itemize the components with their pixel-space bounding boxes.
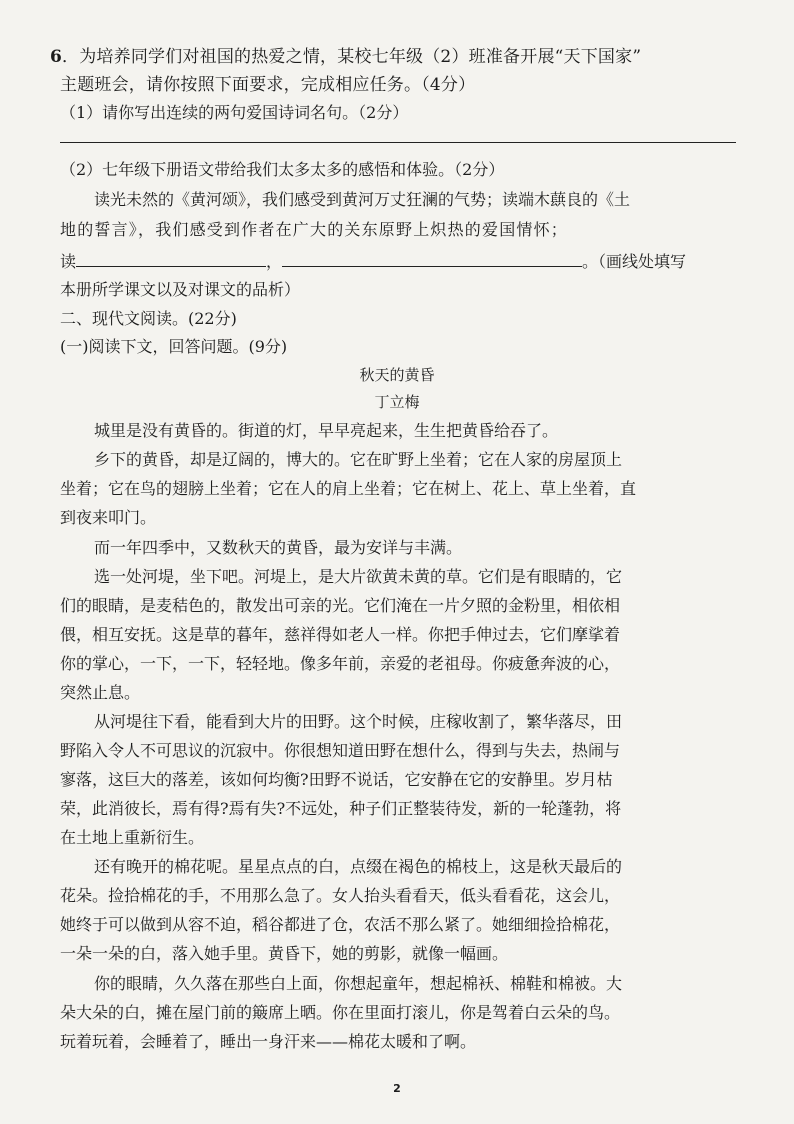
essay-p4-line-2: 们的眼睛，是麦秸色的，散发出可亲的光。它们淹在一片夕照的金粉里，相依相	[60, 596, 621, 615]
answer-line-1[interactable]	[60, 142, 736, 143]
question-6-line-1: 6．为培养同学们对祖国的热爱之情，某校七年级（2）班准备开展“天下国家”	[50, 47, 642, 67]
essay-p4-line-4: 你的掌心，一下，一下，轻轻地。像多年前，亲爱的老祖母。你疲惫奔波的心，	[60, 654, 621, 673]
essay-p6-line-3: 她终于可以做到从容不迫，稻谷都进了仓，农活不那么紧了。她细细捡拾棉花，	[60, 915, 621, 934]
essay-p5-line-3: 寥落，这巨大的落差，该如何均衡?田野不说话，它安静在它的安静里。岁月枯	[60, 770, 613, 789]
question-6-paragraph-line-4: 本册所学课文以及对课文的品析）	[60, 280, 301, 299]
question-6-number: 6	[50, 47, 63, 67]
essay-p7-line-3: 玩着玩着，会睡着了，睡出一身汗来——棉花太暖和了啊。	[60, 1032, 477, 1051]
essay-p4-line-1: 选一处河堤，坐下吧。河堤上，是大片欲黄未黄的草。它们是有眼睛的，它	[94, 567, 623, 586]
essay-p6-line-1: 还有晚开的棉花呢。星星点点的白，点缀在褐色的棉枝上，这是秋天最后的	[94, 857, 623, 876]
essay-p7-line-2: 朵大朵的白，摊在屋门前的簸席上晒。你在里面打滚儿，你是驾着白云朵的鸟。	[60, 1003, 621, 1022]
essay-p5-line-4: 荣，此消彼长，焉有得?焉有失?不远处，种子们正整装待发，新的一轮蓬勃，将	[60, 799, 622, 818]
essay-p5-line-5: 在土地上重新衍生。	[60, 828, 205, 847]
question-6-paragraph-line-2: 地的誓言》，我们感受到作者在广大的关东原野上炽热的爱国情怀；	[60, 220, 569, 239]
fill-blank-2[interactable]	[282, 250, 582, 267]
essay-p4-line-5: 突然止息。	[60, 683, 141, 702]
fill-blank-1[interactable]	[76, 250, 266, 267]
essay-p6-line-4: 一朵一朵的白，落入她手里。黄昏下，她的剪影，就像一幅画。	[60, 944, 509, 963]
essay-p7-line-1: 你的眼睛，久久落在那些白上面，你想起童年，想起棉袄、棉鞋和棉被。大	[94, 974, 623, 993]
section-2-part-1: (一)阅读下文，回答问题。(9分)	[60, 337, 288, 356]
essay-p2-line-1: 乡下的黄昏，却是辽阔的，博大的。它在旷野上坐着；它在人家的房屋顶上	[94, 450, 623, 469]
essay-p3: 而一年四季中，又数秋天的黄昏，最为安详与丰满。	[94, 538, 463, 557]
question-6-subquestion-2: （2）七年级下册语文带给我们太多太多的感悟和体验。（2分）	[60, 160, 505, 179]
essay-p2-line-2: 坐着；它在鸟的翅膀上坐着；它在人的肩上坐着；它在树上、花上、草上坐着，直	[60, 479, 637, 498]
question-6-line-2: 主题班会，请你按照下面要求，完成相应任务。（4分）	[60, 75, 476, 95]
essay-title: 秋天的黄昏	[359, 366, 435, 384]
question-6-paragraph-line-3: 读 ， 。（画线处填写	[60, 252, 687, 271]
section-2-heading: 二、现代文阅读。(22分)	[60, 309, 237, 328]
essay-p2-line-3: 到夜来叩门。	[60, 508, 157, 527]
essay-p6-line-2: 花朵。捡拾棉花的手，不用那么急了。女人抬头看看天，低头看看花，这会儿，	[60, 886, 621, 905]
question-6-subquestion-1: （1）请你写出连续的两句爱国诗词名句。（2分）	[60, 103, 409, 122]
essay-author: 丁立梅	[374, 393, 420, 411]
essay-p5-line-2: 野陷入令人不可思议的沉寂中。你很想知道田野在想什么，得到与失去，热闹与	[60, 741, 621, 760]
essay-p4-line-3: 偎，相互安抚。这是草的暮年，慈祥得如老人一样。你把手伸过去，它们摩挲着	[60, 625, 621, 644]
essay-p5-line-1: 从河堤往下看，能看到大片的田野。这个时候，庄稼收割了，繁华落尽，田	[94, 712, 623, 731]
question-6-paragraph-line-1: 读光未然的《黄河颂》，我们感受到黄河万丈狂澜的气势；读端木蕻良的《土	[94, 190, 631, 209]
essay-p1: 城里是没有黄昏的。街道的灯，早早亮起来，生生把黄昏给吞了。	[94, 421, 559, 440]
page-number: 2	[393, 1082, 401, 1095]
